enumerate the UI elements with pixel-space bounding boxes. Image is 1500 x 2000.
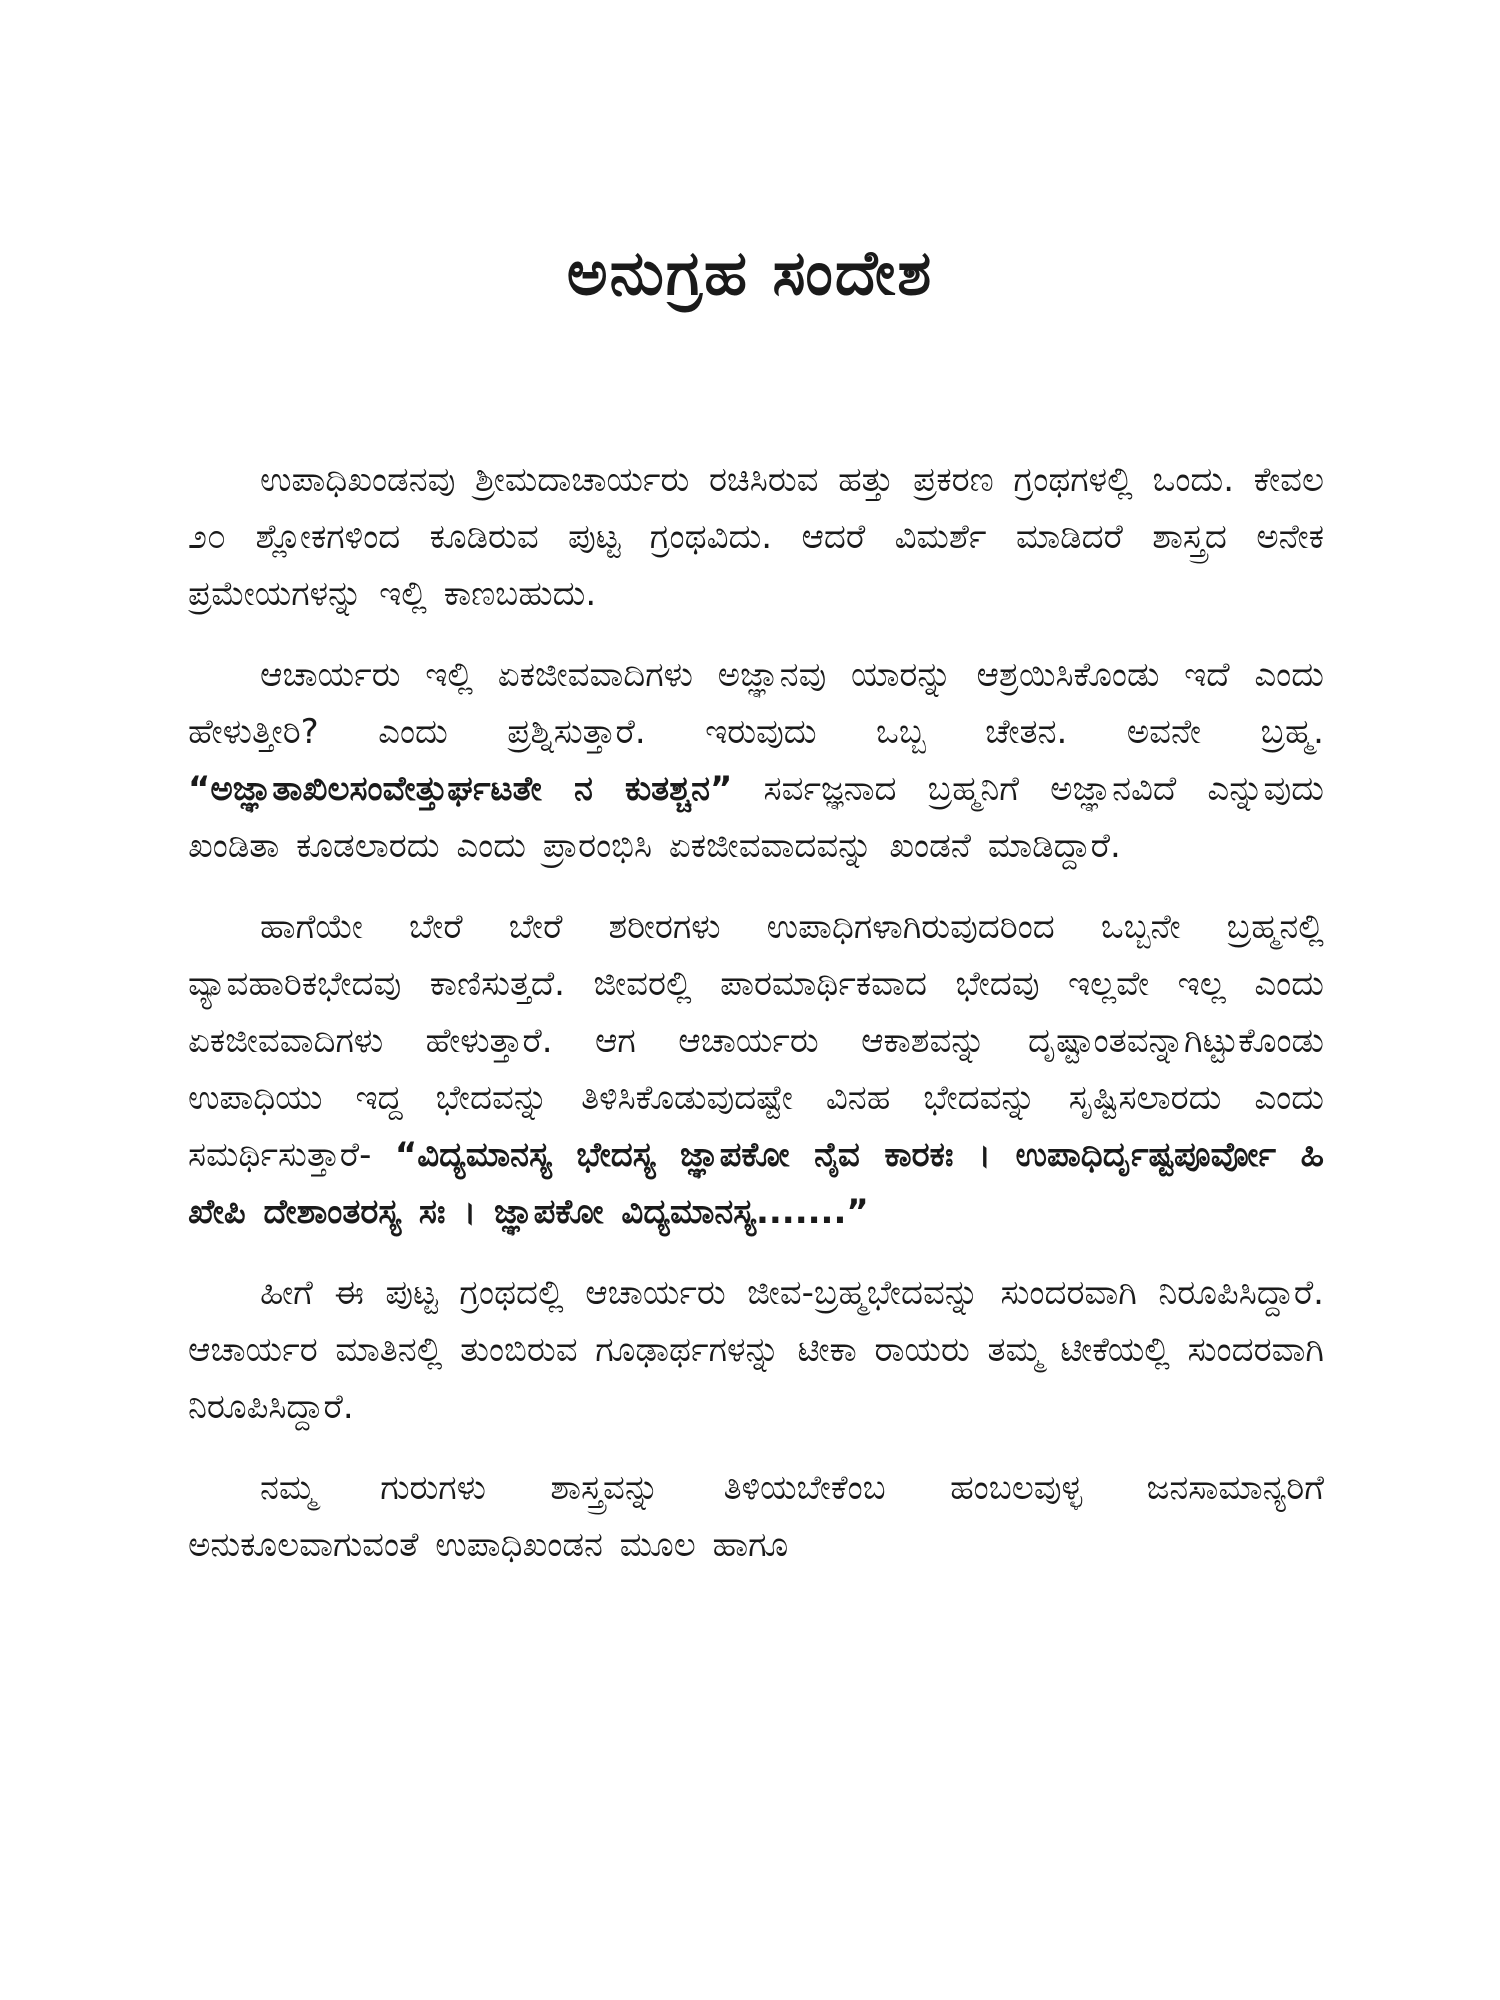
paragraph-2-quote: “ಅಜ್ಞಾತಾಖಿಲಸಂವೇತ್ತುರ್ಘಟತೇ ನ ಕುತಶ್ಚನ” [188,769,733,809]
paragraph-5: ನಮ್ಮ ಗುರುಗಳು ಶಾಸ್ತ್ರವನ್ನು ತಿಳಿಯಬೇಕೆಂಬ ಹಂಬಲವುಳ್ಳ ಜನಸಾಮಾನ್ಯರಿಗೆ ಅನುಕೂಲವಾಗುವಂತೆ ಉಪಾಧಿಖಂಡನ ಮೂಲ ಹಾಗೂ [188,1468,1324,1565]
paragraph-3-text-before: ಹಾಗೆಯೇ ಬೇರೆ ಬೇರೆ ಶರೀರಗಳು ಉಪಾಧಿಗಳಾಗಿರುವುದರಿಂದ ಒಬ್ಬನೇ ಬ್ರಹ್ಮನಲ್ಲಿ ವ್ಯಾವಹಾರಿಕಭೇದವು ಕಾಣಿಸುತ್ತದೆ. ಜೀವರಲ್ಲಿ ಪಾರಮಾರ್ಥಿಕವಾದ ಭೇದವು ಇಲ್ಲವೇ ಇಲ್ಲ ಎಂದು ಏಕಜೀವವಾದಿಗಳು ಹೇಳುತ್ತಾರೆ. ಆಗ ಆಚಾರ್ಯರು ಆಕಾಶವನ್ನು ದೃಷ್ಟಾಂತವನ್ನಾಗಿಟ್ಟುಕೊಂಡು ಉಪಾಧಿಯು ಇದ್ದ ಭೇದವನ್ನು ತಿಳಿಸಿಕೊಡುವುದಷ್ಟೇ ವಿನಹ ಭೇದವನ್ನು ಸೃಷ್ಟಿಸಲಾರದು ಎಂದು ಸಮರ್ಥಿಸುತ್ತಾರೆ- [188,907,1324,1175]
paragraph-3-quote: “ವಿದ್ಯಮಾನಸ್ಯ ಭೇದಸ್ಯ ಜ್ಞಾಪಕೋ ನೈವ ಕಾರಕಃ । ಉಪಾಧಿರ್ದೃಷ್ಟಪೂರ್ವೋ ಹಿ ಖೇಪಿ ದೇಶಾಂತರಸ್ಯ ಸಃ । ಜ್ಞಾಪಕೋ ವಿದ್ಯಮಾನಸ್ಯ.......” [188,1135,1324,1232]
paragraph-3 [188,899,1324,1241]
paragraph-2-text-before: ಆಚಾರ್ಯರು ಇಲ್ಲಿ ಏಕಜೀವವಾದಿಗಳು ಅಜ್ಞಾನವು ಯಾರನ್ನು ಆಶ್ರಯಿಸಿಕೊಂಡು ಇದೆ ಎಂದು ಹೇಳುತ್ತೀರಿ? ಎಂದು ಪ್ರಶ್ನಿಸುತ್ತಾರೆ. ಇರುವುದು ಒಬ್ಬ ಚೇತನ. ಅವನೇ ಬ್ರಹ್ಮ. [188,655,1324,752]
paragraph-2-text-after: ಸರ್ವಜ್ಞನಾದ ಬ್ರಹ್ಮನಿಗೆ ಅಜ್ಞಾನವಿದೆ ಎನ್ನುವುದು ಖಂಡಿತಾ ಕೂಡಲಾರದು ಎಂದು ಪ್ರಾರಂಭಿಸಿ ಏಕಜೀವವಾದವನ್ನು ಖಂಡನೆ ಮಾಡಿದ್ದಾರೆ. [188,769,1324,866]
paragraph-4: ಹೀಗೆ ಈ ಪುಟ್ಟ ಗ್ರಂಥದಲ್ಲಿ ಆಚಾರ್ಯರು ಜೀವ-ಬ್ರಹ್ಮಭೇದವನ್ನು ಸುಂದರವಾಗಿ ನಿರೂಪಿಸಿದ್ದಾರೆ. ಆಚಾರ್ಯರ ಮಾತಿನಲ್ಲಿ ತುಂಬಿರುವ ಗೂಢಾರ್ಥಗಳನ್ನು ಟೀಕಾ ರಾಯರು ತಮ್ಮ ಟೀಕೆಯಲ್ಲಿ ಸುಂದರವಾಗಿ ನಿರೂಪಿಸಿದ್ದಾರೆ. [188,1273,1324,1427]
paragraph-2 [188,647,1324,875]
page-title: ಅನುಗ್ರಹ ಸಂದೇಶ [566,236,934,309]
body-text [188,452,1324,1598]
paragraph-1: ಉಪಾಧಿಖಂಡನವು ಶ್ರೀಮದಾಚಾರ್ಯರು ರಚಿಸಿರುವ ಹತ್ತು ಪ್ರಕರಣ ಗ್ರಂಥಗಳಲ್ಲಿ ಒಂದು. ಕೇವಲ ೨೦ ಶ್ಲೋಕಗಳಿಂದ ಕೂಡಿರುವ ಪುಟ್ಟ ಗ್ರಂಥವಿದು. ಆದರೆ ವಿಮರ್ಶೆ ಮಾಡಿದರೆ ಶಾಸ್ತ್ರದ ಅನೇಕ ಪ್ರಮೇಯಗಳನ್ನು ಇಲ್ಲಿ ಕಾಣಬಹುದು. [188,460,1324,614]
